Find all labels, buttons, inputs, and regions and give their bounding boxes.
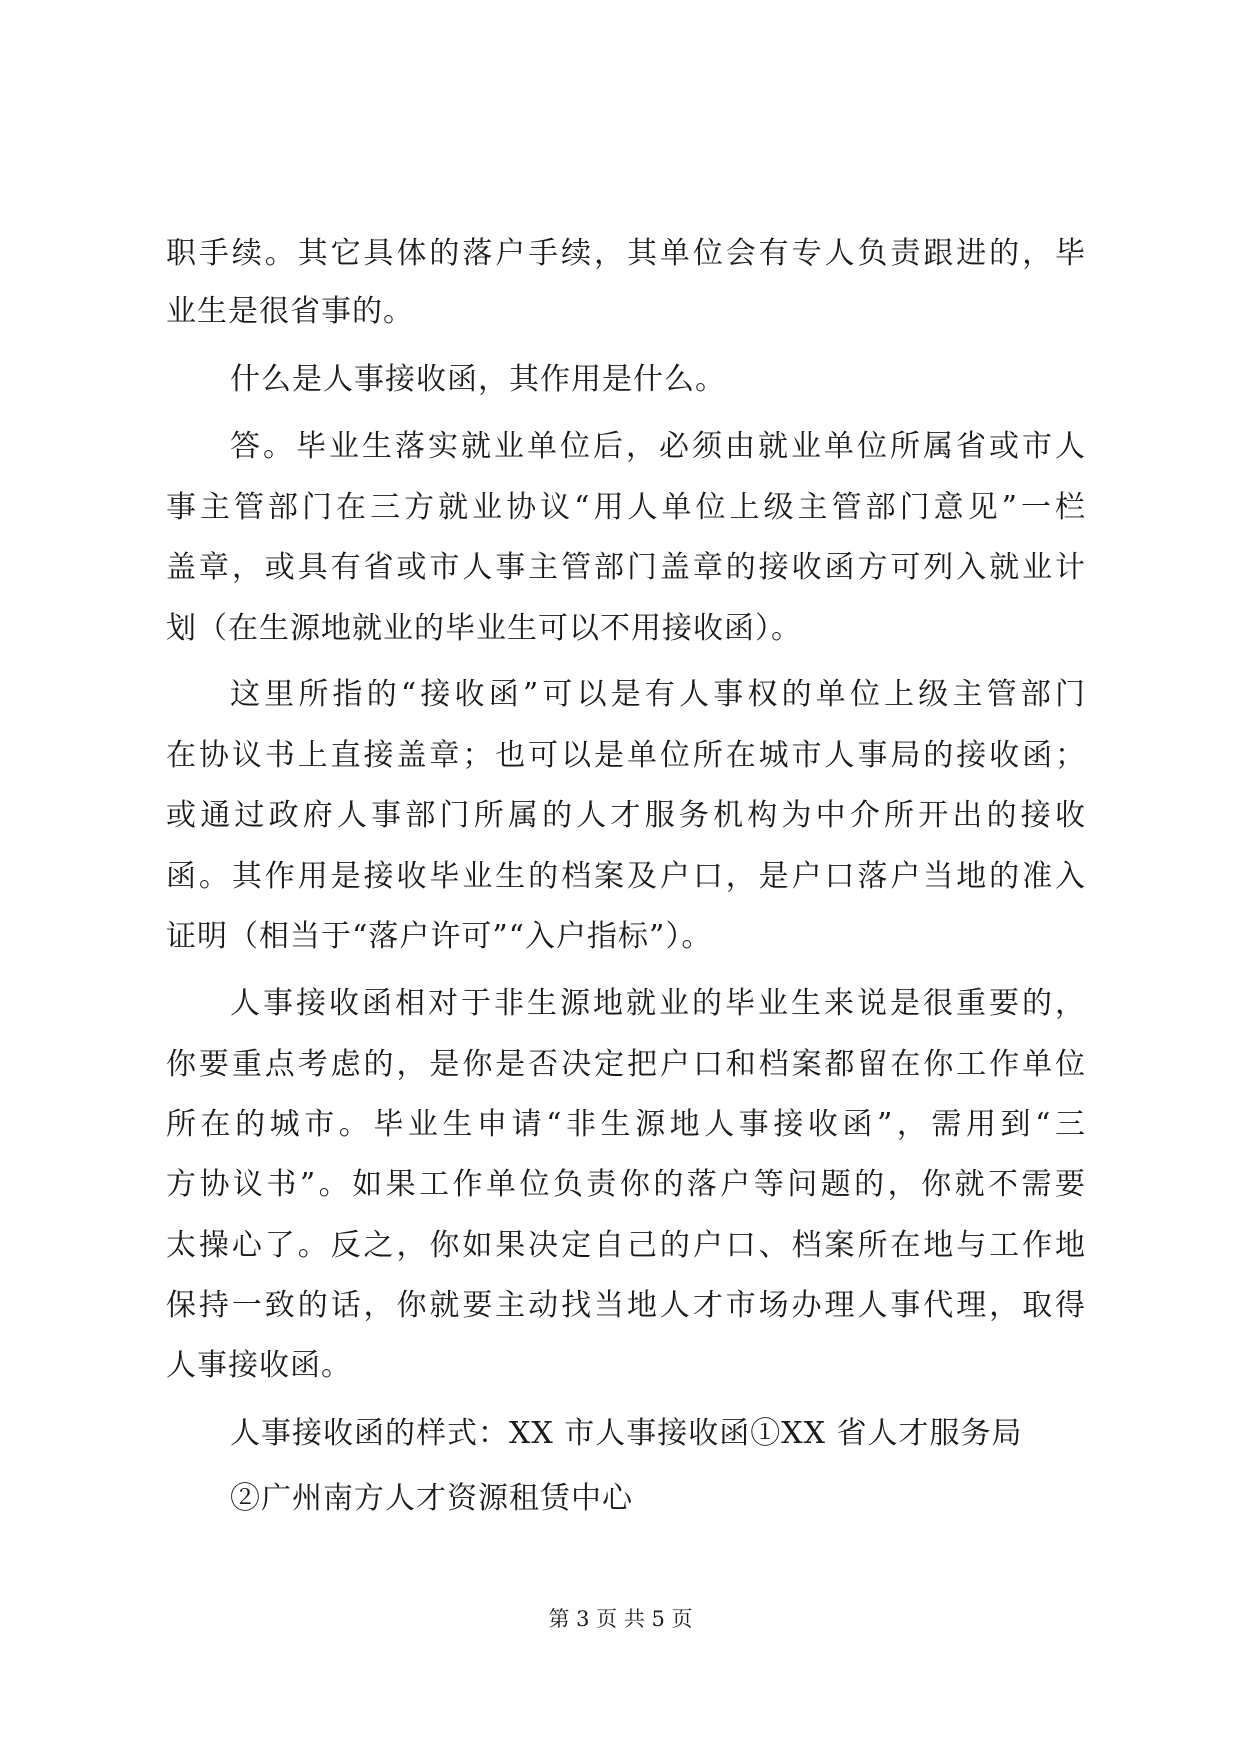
text-line: 函。其作用是接收毕业生的档案及户口，是户口落户当地的准入 <box>166 859 1086 894</box>
text-line: 方协议书”。如果工作单位负责你的落户等问题的，你就不需要 <box>166 1167 1086 1202</box>
text-line: 人事接收函的样式：XX 市人事接收函①XX 省人才服务局 <box>230 1416 1023 1451</box>
text-line: 证明（相当于“落户许可”“入户指标”）。 <box>166 919 713 954</box>
text-line: 盖章，或具有省或市人事主管部门盖章的接收函方可列入就业计 <box>166 550 1086 585</box>
text-line: 你要重点考虑的，是你是否决定把户口和档案都留在你工作单位 <box>166 1047 1086 1082</box>
text-line: 所在的城市。毕业生申请“非生源地人事接收函”，需用到“三 <box>166 1107 1086 1142</box>
text-line: 答。毕业生落实就业单位后，必须由就业单位所属省或市人 <box>230 429 1086 464</box>
text-line: 太操心了。反之，你如果决定自己的户口、档案所在地与工作地 <box>166 1228 1086 1263</box>
text-line: 人事接收函。 <box>166 1348 352 1383</box>
text-line: ②广州南方人才资源租赁中心 <box>230 1481 633 1516</box>
text-line: 人事接收函相对于非生源地就业的毕业生来说是很重要的， <box>230 986 1086 1021</box>
text-line: 职手续。其它具体的落户手续，其单位会有专人负责跟进的，毕 <box>166 236 1086 271</box>
text-line: 事主管部门在三方就业协议“用人单位上级主管部门意见”一栏 <box>166 490 1086 525</box>
text-line: 什么是人事接收函，其作用是什么。 <box>230 362 726 397</box>
text-line: 或通过政府人事部门所属的人才服务机构为中介所开出的接收 <box>166 798 1086 833</box>
text-line: 业生是很省事的。 <box>166 294 414 329</box>
page-number-footer: 第 3 页 共 5 页 <box>548 1607 693 1631</box>
text-line: 保持一致的话，你就要主动找当地人才市场办理人事代理，取得 <box>166 1288 1086 1323</box>
text-line: 划（在生源地就业的毕业生可以不用接收函）。 <box>166 611 802 646</box>
text-line: 这里所指的“接收函”可以是有人事权的单位上级主管部门 <box>230 677 1086 712</box>
text-line: 在协议书上直接盖章；也可以是单位所在城市人事局的接收函； <box>166 738 1086 773</box>
